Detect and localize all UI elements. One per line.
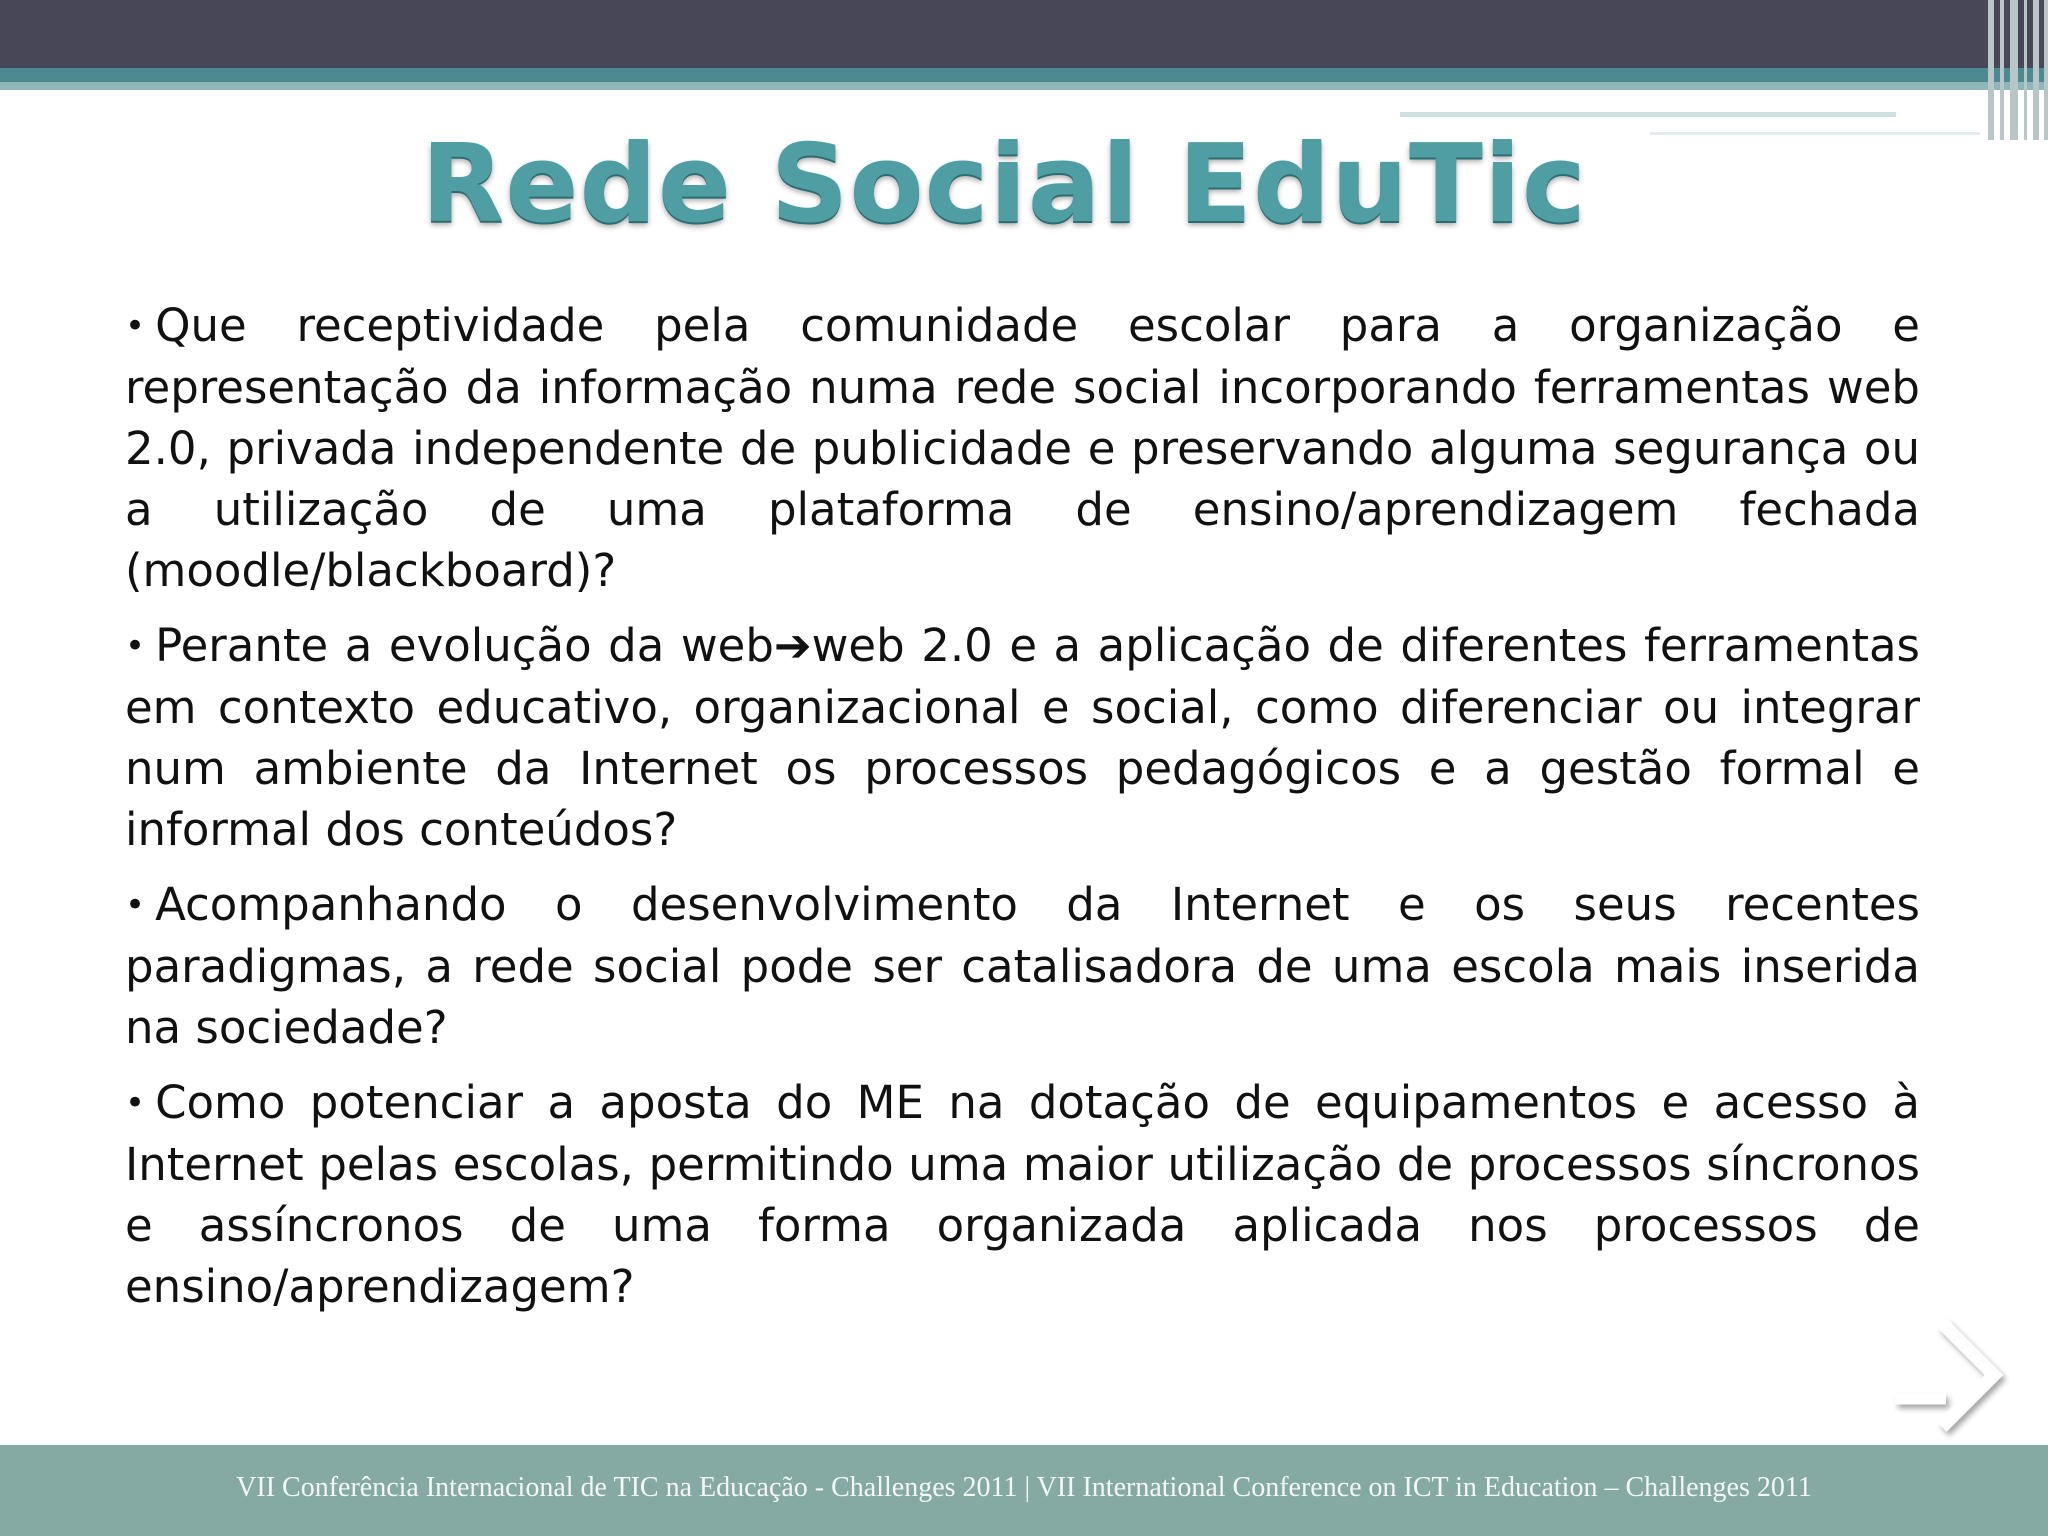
slide-title: Rede Social EduTic — [421, 122, 1587, 248]
bullet-text: Como potenciar a aposta do ME na dotação de equipamentos e acesso à Internet pelas escolas, permitindo uma maior utilização de processos síncronos e assíncronos de uma forma organizada aplicada nos processos de ensino/aprendizagem? — [125, 1076, 1920, 1313]
header-teal-band — [0, 68, 2048, 82]
bullet-marker: • — [125, 306, 146, 346]
bullet-item — [125, 874, 1920, 1058]
bullet-marker: • — [125, 885, 146, 925]
bullet-item — [125, 1072, 1920, 1317]
bullet-text: Que receptividade pela comunidade escolar para a organização e representação da informação numa rede social incorporando ferramentas web 2.0, privada independente de publicidade e preservando alguma segurança ou a utilização de uma plataforma de ensino/aprendizagem fechada (moodle/blackboard)? — [125, 299, 1920, 597]
chevron-right-icon[interactable] — [1890, 1315, 2010, 1445]
header-dark-band — [0, 0, 2048, 68]
header-teal-thin-band — [0, 82, 2048, 90]
bullet-text: Acompanhando o desenvolvimento da Internet e os seus recentes paradigmas, a rede social pode ser catalisadora de uma escola mais inserida na sociedade? — [125, 878, 1920, 1054]
header-rule-long — [1400, 112, 1896, 117]
slide-body — [125, 295, 1920, 1331]
bullet-marker: • — [125, 1083, 146, 1123]
bullet-text: Perante a evolução da web➔web 2.0 e a aplicação de diferentes ferramentas em contexto educativo, organizacional e social, como diferenciar ou integrar num ambiente da Internet os processos pedagógicos e a gestão formal e informal dos conteúdos? — [125, 619, 1920, 856]
bullet-item — [125, 615, 1920, 860]
bullet-item — [125, 295, 1920, 601]
bullet-marker: • — [125, 626, 146, 666]
header-vertical-stripes — [1988, 0, 2048, 140]
footer-text: VII Conferência Internacional de TIC na Educação - Challenges 2011 | VII International Conference on ICT in Education – Challenges 2011 — [236, 1472, 1812, 1503]
